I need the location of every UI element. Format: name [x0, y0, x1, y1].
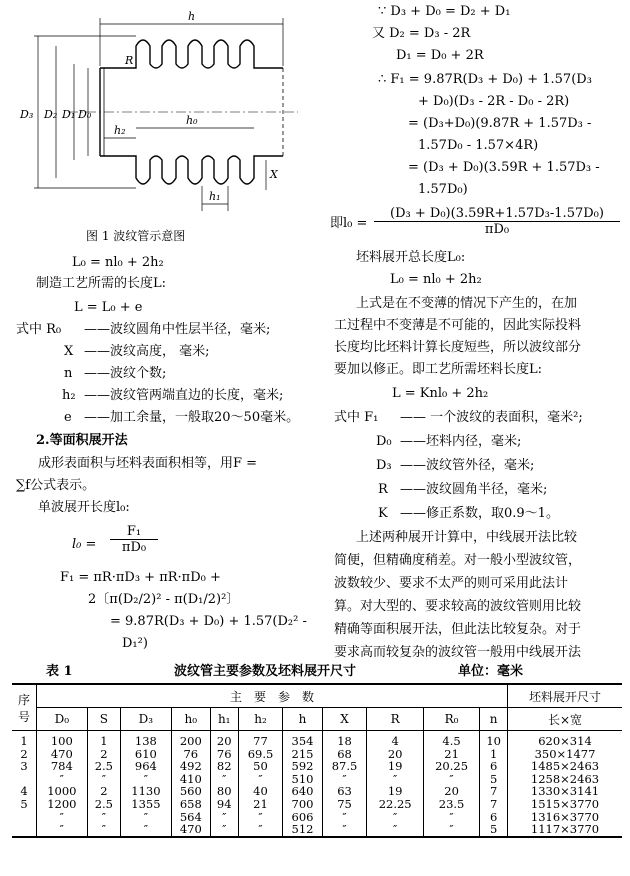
table-cell: 1258×2463 — [508, 773, 623, 786]
section-heading: 2.等面积展开法 — [36, 433, 128, 448]
table-cell: ″ — [423, 811, 479, 824]
label-d2: D₂ — [44, 108, 58, 121]
left-def-2-sym: X — [64, 344, 74, 359]
table-cell: 410 — [171, 773, 210, 786]
label-h0: h₀ — [186, 114, 198, 127]
table-cell: ″ — [87, 773, 120, 786]
table-row — [12, 823, 622, 837]
table-cell: 7 — [480, 785, 508, 798]
right-eq-6: = (D₃+D₀)(9.87R + 1.57D₃ - — [408, 116, 592, 131]
table-body — [12, 731, 622, 837]
col-h0: h₀ — [171, 708, 210, 731]
right-para2-line-4: 算。对大型的、要求较高的波纹管则用比较 — [334, 599, 582, 614]
right-eq-5: + D₀)(D₃ - 2R - D₀ - 2R) — [418, 94, 570, 109]
table-cell: 470 — [37, 748, 88, 761]
left-f1-line-3: = 9.87R(D₃ + D₀) + 1.57(D₂² - — [110, 614, 307, 629]
right-def-3-sym: D₃ — [376, 458, 392, 473]
col-h: h — [283, 708, 322, 731]
right-para-line-4: 要加以修正。即工艺所需坯料长度L: — [334, 362, 543, 377]
table-cell: 21 — [238, 798, 283, 811]
left-def-4-sym: h₂ — [62, 388, 76, 403]
right-eq-9: 1.57D₀) — [418, 182, 468, 197]
left-f1-line-4: D₁²) — [122, 636, 148, 651]
table-cell: 1117×3770 — [508, 823, 623, 837]
left-def-3-text: ——波纹个数; — [84, 366, 167, 381]
table-cell: 10 — [480, 731, 508, 748]
header-blank-size: 坯料展开尺寸 — [508, 684, 623, 708]
table-cell: 75 — [322, 798, 367, 811]
table-cell: 5 — [480, 773, 508, 786]
table-cell: 21 — [423, 748, 479, 761]
left-length-label: 制造工艺所需的长度L: — [36, 276, 167, 291]
label-d3: D₃ — [20, 108, 34, 121]
left-def-1-sym: 式中 R₀ — [16, 322, 62, 337]
table-cell: 350×1477 — [508, 748, 623, 761]
right-eq-8: = (D₃ + D₀)(3.59R + 1.57D₃ - — [408, 160, 600, 175]
right-def-4-text: ——波纹圆角半径，毫米; — [400, 482, 548, 497]
table-cell: 592 — [283, 760, 322, 773]
right-eq-2: 又 D₂ = D₃ - 2R — [372, 26, 471, 41]
table-cell: 1 — [20, 734, 28, 748]
table-cell: ″ — [37, 811, 88, 824]
bellows-bottom-outline — [100, 156, 283, 184]
right-def-2-text: ——坯料内径，毫米; — [400, 434, 522, 449]
table-cell: ″ — [37, 773, 88, 786]
table-cell: 658 — [171, 798, 210, 811]
table-cell: 6 — [480, 760, 508, 773]
table-cell: ″ — [322, 823, 367, 837]
left-def-2-text: ——波纹高度， 毫米; — [84, 344, 210, 359]
table-cell: 512 — [283, 823, 322, 837]
table-cell: 1355 — [121, 798, 172, 811]
table-cell: ″ — [423, 773, 479, 786]
table-cell: 20.25 — [423, 760, 479, 773]
table-cell: 100 — [37, 731, 88, 748]
table-cell: 77 — [238, 731, 283, 748]
left-f1-line-2: 2〔π(D₂/2)² - π(D₁/2)²〕 — [88, 592, 240, 607]
right-def-5-sym: K — [378, 506, 388, 521]
right-para-line-2: 工过程中不变薄是不可能的，因此实际投料 — [334, 318, 582, 333]
table-cell: 2 — [87, 748, 120, 761]
table-cell: 23.5 — [423, 798, 479, 811]
table-cell: ″ — [238, 773, 283, 786]
table-cell: 620×314 — [508, 731, 623, 748]
table-cell: 560 — [171, 785, 210, 798]
right-l0-fraction — [374, 206, 620, 237]
left-f1-line-1: F₁ = πR·πD₃ + πR·πD₀ + — [60, 570, 221, 585]
table-cell: 1 — [87, 731, 120, 748]
table-cell: 50 — [238, 760, 283, 773]
label-x: X — [270, 168, 278, 181]
col-r: R — [367, 708, 423, 731]
right-total-label: 坯料展开总长度L₀: — [356, 250, 466, 265]
label-d1: D₁ — [62, 108, 76, 121]
table-cell: 87.5 — [322, 760, 367, 773]
table-cell: ″ — [87, 823, 120, 837]
table-cell: 5 — [480, 823, 508, 837]
table-cell: 6 — [480, 811, 508, 824]
table-cell: 69.5 — [238, 748, 283, 761]
table-cell: 1000 — [37, 785, 88, 798]
bellows-schematic-figure — [8, 6, 308, 221]
table-cell: 20 — [423, 785, 479, 798]
label-r: R — [125, 54, 134, 67]
table-cell: 40 — [238, 785, 283, 798]
left-l0-lhs: l₀ = — [72, 537, 97, 552]
col-h1: h₁ — [210, 708, 238, 731]
table-cell: 20 — [367, 748, 423, 761]
table-cell: 19 — [367, 785, 423, 798]
col-d0: D₀ — [37, 708, 88, 731]
table-row — [12, 731, 622, 748]
table-cell: 700 — [283, 798, 322, 811]
table-cell: 492 — [171, 760, 210, 773]
table-cell: 76 — [171, 748, 210, 761]
right-para-line-3: 长度均比坯料计算长度短些，所以波纹部分 — [334, 340, 582, 355]
right-para2-line-2: 简便，但精确度稍差。对一般小型波纹管， — [334, 553, 582, 568]
label-h2: h₂ — [114, 124, 126, 137]
table-cell: 784 — [37, 760, 88, 773]
table-cell: 20 — [210, 731, 238, 748]
right-final-eq: L = Knl₀ + 2h₂ — [392, 386, 489, 401]
table-cell: ″ — [238, 823, 283, 837]
table-cell: 68 — [322, 748, 367, 761]
table-unit: 单位：毫米 — [458, 664, 524, 679]
table-cell: 82 — [210, 760, 238, 773]
table-cell: 564 — [171, 811, 210, 824]
right-def-1-text: —— 一个波纹的表面积，毫米²; — [400, 410, 583, 425]
right-total-eq: L₀ = nl₀ + 2h₂ — [390, 272, 482, 287]
table-cell: 1 — [480, 748, 508, 761]
table-cell: ″ — [210, 811, 238, 824]
table-cell: ″ — [238, 811, 283, 824]
col-x: X — [322, 708, 367, 731]
table-row — [12, 798, 622, 811]
parameters-table — [12, 683, 622, 838]
table-cell: ″ — [121, 823, 172, 837]
table-cell: 19 — [367, 760, 423, 773]
table-cell: ″ — [210, 823, 238, 837]
right-eq-3: D₁ = D₀ + 2R — [396, 48, 484, 63]
table-cell: ″ — [322, 773, 367, 786]
table-cell: ″ — [367, 773, 423, 786]
table-row — [12, 760, 622, 773]
header-main-params: 主 要 参 数 — [37, 684, 508, 708]
table-cell: 94 — [210, 798, 238, 811]
left-para-1a: 成形表面积与坯料表面积相等，用F = — [38, 456, 258, 471]
table-cell: 640 — [283, 785, 322, 798]
right-eq-4: ∴ F₁ = 9.87R(D₃ + D₀) + 1.57(D₃ — [378, 72, 592, 87]
table-cell: 200 — [171, 731, 210, 748]
left-def-3-sym: n — [64, 366, 73, 381]
right-l0-denominator: πD₀ — [484, 222, 510, 237]
right-para-line-1: 上式是在不变薄的情况下产生的，在加 — [356, 296, 578, 311]
table-cell: 138 — [121, 731, 172, 748]
table-cell: ″ — [322, 811, 367, 824]
right-l0-lhs: 即l₀ = — [330, 216, 368, 231]
label-h1: h₁ — [209, 190, 221, 203]
table-cell: 22.25 — [367, 798, 423, 811]
table-title: 波纹管主要参数及坯料展开尺寸 — [174, 664, 357, 679]
col-d3: D₃ — [121, 708, 172, 731]
left-def-4-text: ——波纹管两端直边的长度，毫米; — [84, 388, 284, 403]
left-eq-3: L = L₀ + e — [74, 300, 143, 315]
table-cell: 1316×3770 — [508, 811, 623, 824]
left-l0-fraction — [110, 524, 158, 555]
table-cell: ″ — [210, 773, 238, 786]
right-para2-line-6: 要求高而较复杂的波纹管一般用中线展开法 — [334, 645, 582, 660]
figure-caption: 图 1 波纹管示意图 — [86, 229, 186, 243]
table-cell: 1130 — [121, 785, 172, 798]
table-cell: 4 — [20, 784, 28, 799]
left-para-2: 单波展开长度l₀: — [38, 500, 130, 515]
label-h: h — [188, 10, 196, 23]
header-serial: 序号 — [12, 684, 37, 731]
table-cell: ″ — [367, 823, 423, 837]
table-cell: 3 — [20, 759, 28, 774]
left-def-1-text: ——波纹圆角中性层半径，毫米; — [84, 322, 271, 337]
right-def-1-sym: 式中 F₁ — [334, 410, 379, 425]
table-cell: 80 — [210, 785, 238, 798]
table-cell: ″ — [37, 823, 88, 837]
table-cell: 1515×3770 — [508, 798, 623, 811]
table-cell: 470 — [171, 823, 210, 837]
table-cell: ″ — [423, 823, 479, 837]
left-eq-1: L₀ = nl₀ + 2h₂ — [72, 255, 164, 270]
right-eq-7: 1.57D₀ - 1.57×4R) — [418, 138, 539, 153]
table-caption: 表 1 — [46, 664, 73, 679]
table-cell: 1330×3141 — [508, 785, 623, 798]
right-def-5-text: ——修正系数，取0.9～1。 — [400, 506, 559, 521]
right-def-2-sym: D₀ — [376, 434, 392, 449]
right-para2-line-3: 波数较少、要求不太严的则可采用此法计 — [334, 576, 569, 591]
right-l0-numerator: (D₃ + D₀)(3.59R+1.57D₃-1.57D₀) — [374, 206, 620, 222]
right-def-4-sym: R — [378, 482, 388, 497]
table-cell: 7 — [480, 798, 508, 811]
table-cell: 1200 — [37, 798, 88, 811]
right-para2-line-5: 精确等面积展开法，但此法比较复杂。对于 — [334, 622, 582, 637]
table-cell: 2 — [20, 746, 28, 761]
table-cell — [12, 823, 37, 837]
left-def-5-text: ——加工余量，一般取20～50毫米。 — [84, 410, 300, 425]
table-cell: 4.5 — [423, 731, 479, 748]
table-cell: ″ — [121, 811, 172, 824]
table-cell: 215 — [283, 748, 322, 761]
table-cell: 354 — [283, 731, 322, 748]
table-cell: 964 — [121, 760, 172, 773]
table-cell: 606 — [283, 811, 322, 824]
right-def-3-text: ——波纹管外径，毫米; — [400, 458, 535, 473]
col-r0: R₀ — [423, 708, 479, 731]
table-cell: 510 — [283, 773, 322, 786]
right-eq-1: ∵ D₃ + D₀ = D₂ + D₁ — [378, 4, 511, 19]
table-cell — [12, 811, 37, 824]
table-cell: 76 — [210, 748, 238, 761]
col-n: n — [480, 708, 508, 731]
table-cell: 610 — [121, 748, 172, 761]
table-cell: 2 — [87, 785, 120, 798]
table-cell: ″ — [121, 773, 172, 786]
table-cell: 2.5 — [87, 798, 120, 811]
col-h2: h₂ — [238, 708, 283, 731]
table-cell: 1485×2463 — [508, 760, 623, 773]
left-def-5-sym: e — [64, 410, 72, 425]
label-d0: D₀ — [78, 108, 92, 121]
left-l0-numerator: F₁ — [110, 524, 158, 540]
table-cell: 2.5 — [87, 760, 120, 773]
table-cell: 63 — [322, 785, 367, 798]
col-size: 长×宽 — [508, 708, 623, 731]
left-para-1b: ∑f公式表示。 — [16, 478, 96, 493]
table-cell: 18 — [322, 731, 367, 748]
table-cell: 4 — [367, 731, 423, 748]
table-cell: 5 — [20, 796, 28, 811]
col-s: S — [87, 708, 120, 731]
table-cell: ″ — [87, 811, 120, 824]
left-l0-denominator: πD₀ — [121, 540, 147, 555]
table-cell: ″ — [367, 811, 423, 824]
right-para2-line-1: 上述两种展开计算中，中线展开法比较 — [356, 530, 578, 545]
